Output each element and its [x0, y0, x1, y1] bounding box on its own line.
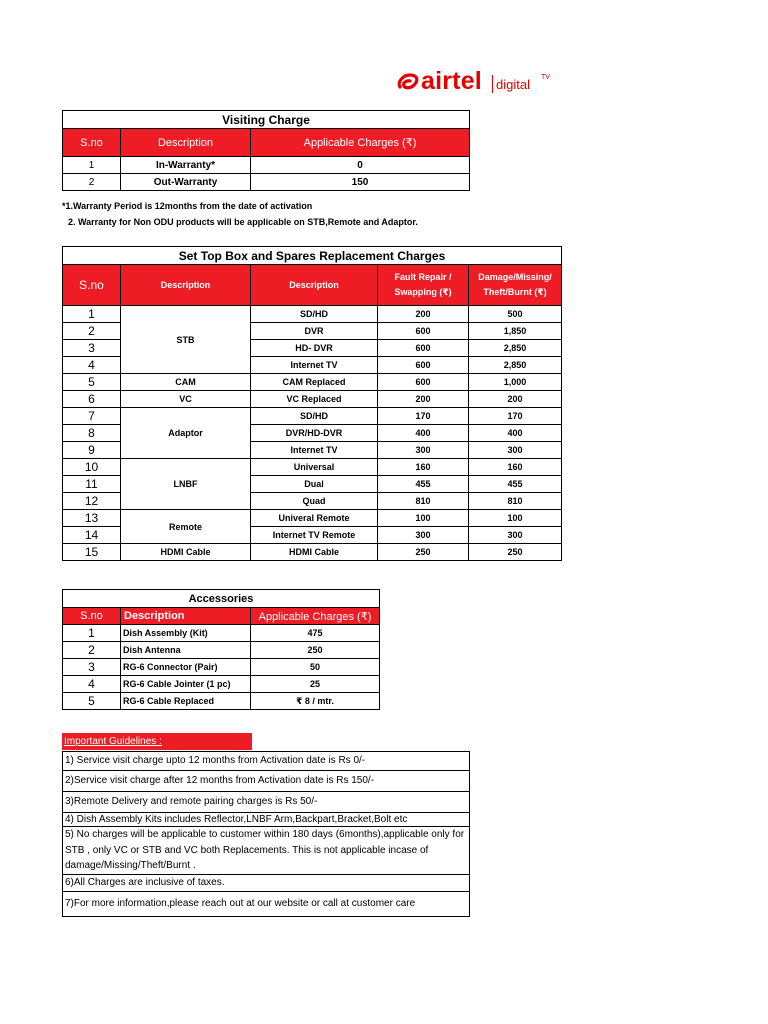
logo-divider [492, 75, 493, 93]
header-description: Description [121, 608, 251, 625]
header-description-2: Description [251, 265, 378, 306]
row-description: Out-Warranty [121, 174, 251, 191]
guideline-item: 5) No charges will be applicable to customer within 180 days (6months),applicable only for STB , only VC or STB and VC both Replacements. This is not applicable incase of damage/Missing/Theft/Burnt . [63, 827, 470, 875]
header-description: Description [121, 129, 251, 157]
row-description: RG-6 Connector (Pair) [121, 659, 251, 676]
row-item: VC Replaced [251, 391, 378, 408]
row-sno: 4 [63, 676, 121, 693]
row-fault-repair-charge: 600 [378, 357, 469, 374]
row-sno: 2 [63, 323, 121, 340]
table-row [63, 306, 562, 323]
row-description: RG-6 Cable Replaced [121, 693, 251, 710]
row-damage-charge: 1,000 [469, 374, 562, 391]
guidelines-heading: Important Guidelines : [62, 733, 252, 750]
row-sno: 3 [63, 659, 121, 676]
table-row [63, 676, 380, 693]
row-item: Internet TV Remote [251, 527, 378, 544]
table-row [63, 510, 562, 527]
row-damage-charge: 160 [469, 459, 562, 476]
warranty-note-2: 2. Warranty for Non ODU products will be applicable on STB,Remote and Adaptor. [68, 217, 418, 227]
stb-spares-table [62, 246, 562, 561]
guidelines-table [62, 751, 470, 917]
row-fault-repair-charge: 200 [378, 391, 469, 408]
row-damage-charge: 170 [469, 408, 562, 425]
row-sno: 5 [63, 693, 121, 710]
row-fault-repair-charge: 600 [378, 340, 469, 357]
row-fault-repair-charge: 100 [378, 510, 469, 527]
row-item: HDMI Cable [251, 544, 378, 561]
logo-brand: airtel [421, 67, 482, 95]
row-damage-charge: 455 [469, 476, 562, 493]
row-item: Quad [251, 493, 378, 510]
row-damage-charge: 300 [469, 527, 562, 544]
row-sno: 10 [63, 459, 121, 476]
header-sno: S.no [63, 129, 121, 157]
row-fault-repair-charge: 250 [378, 544, 469, 561]
table-title: Accessories [63, 590, 380, 608]
guideline-item: 1) Service visit charge upto 12 months from Activation date is Rs 0/- [63, 752, 470, 771]
row-category: VC [121, 391, 251, 408]
row-sno: 9 [63, 442, 121, 459]
stb-rows [63, 306, 562, 561]
row-sno: 2 [63, 642, 121, 659]
row-item: Internet TV [251, 442, 378, 459]
row-sno: 11 [63, 476, 121, 493]
row-description: In-Warranty* [121, 157, 251, 174]
row-sno: 7 [63, 408, 121, 425]
header-sno: S.no [63, 608, 121, 625]
row-fault-repair-charge: 200 [378, 306, 469, 323]
row-charge: 25 [251, 676, 380, 693]
table-title: Visiting Charge [63, 111, 470, 129]
row-description: Dish Antenna [121, 642, 251, 659]
guideline-item: 2)Service visit charge after 12 months from Activation date is Rs 150/- [63, 771, 470, 792]
table-row [63, 544, 562, 561]
row-fault-repair-charge: 600 [378, 323, 469, 340]
row-item: DVR [251, 323, 378, 340]
row-sno: 12 [63, 493, 121, 510]
table-row [63, 408, 562, 425]
logo-tv: TV [541, 74, 550, 81]
row-damage-charge: 250 [469, 544, 562, 561]
row-item: HD- DVR [251, 340, 378, 357]
accessory-rows [63, 625, 380, 710]
row-fault-repair-charge: 300 [378, 442, 469, 459]
row-sno: 6 [63, 391, 121, 408]
header-damage: Damage/Missing/ Theft/Burnt (₹) [469, 265, 562, 306]
row-damage-charge: 2,850 [469, 340, 562, 357]
guideline-item: 7)For more information,please reach out at our website or call at customer care [63, 891, 470, 916]
header-sno: S.no [63, 265, 121, 306]
row-charge: 0 [251, 157, 470, 174]
row-sno: 15 [63, 544, 121, 561]
row-item: DVR/HD-DVR [251, 425, 378, 442]
table-row [63, 459, 562, 476]
row-sno: 5 [63, 374, 121, 391]
table-row [63, 659, 380, 676]
row-sno: 3 [63, 340, 121, 357]
visiting-charge-table [62, 110, 470, 191]
row-charge: 150 [251, 174, 470, 191]
guideline-item: 6)All Charges are inclusive of taxes. [63, 874, 470, 891]
logo-suffix: digital [496, 77, 530, 92]
row-fault-repair-charge: 300 [378, 527, 469, 544]
row-damage-charge: 810 [469, 493, 562, 510]
header-description: Description [121, 265, 251, 306]
row-sno: 1 [63, 157, 121, 174]
table-row [63, 625, 380, 642]
table-row [63, 391, 562, 408]
row-damage-charge: 2,850 [469, 357, 562, 374]
row-fault-repair-charge: 170 [378, 408, 469, 425]
row-charge: 475 [251, 625, 380, 642]
guideline-item: 4) Dish Assembly Kits includes Reflector,LNBF Arm,Backpart,Bracket,Bolt etc [63, 813, 470, 827]
row-damage-charge: 100 [469, 510, 562, 527]
row-item: Internet TV [251, 357, 378, 374]
table-title: Set Top Box and Spares Replacement Charges [63, 247, 562, 265]
row-item: Dual [251, 476, 378, 493]
row-category: Remote [121, 510, 251, 544]
row-fault-repair-charge: 600 [378, 374, 469, 391]
row-charge: 250 [251, 642, 380, 659]
airtel-digital-tv-logo [397, 67, 567, 100]
row-fault-repair-charge: 400 [378, 425, 469, 442]
row-category: Adaptor [121, 408, 251, 459]
row-sno: 13 [63, 510, 121, 527]
row-item: SD/HD [251, 306, 378, 323]
accessories-table [62, 589, 380, 710]
row-item: Univeral Remote [251, 510, 378, 527]
row-sno: 4 [63, 357, 121, 374]
row-fault-repair-charge: 455 [378, 476, 469, 493]
row-item: CAM Replaced [251, 374, 378, 391]
row-damage-charge: 300 [469, 442, 562, 459]
row-sno: 2 [63, 174, 121, 191]
row-damage-charge: 1,850 [469, 323, 562, 340]
row-sno: 1 [63, 306, 121, 323]
table-row [63, 693, 380, 710]
row-category: STB [121, 306, 251, 374]
row-charge: ₹ 8 / mtr. [251, 693, 380, 710]
row-sno: 1 [63, 625, 121, 642]
row-charge: 50 [251, 659, 380, 676]
header-fault-repair: Fault Repair / Swapping (₹) [378, 265, 469, 306]
row-category: HDMI Cable [121, 544, 251, 561]
table-row [63, 374, 562, 391]
row-item: Universal [251, 459, 378, 476]
row-sno: 14 [63, 527, 121, 544]
table-row [63, 642, 380, 659]
row-damage-charge: 500 [469, 306, 562, 323]
airtel-swoosh-icon [397, 73, 419, 93]
row-description: RG-6 Cable Jointer (1 pc) [121, 676, 251, 693]
row-category: CAM [121, 374, 251, 391]
table-row [63, 157, 470, 174]
row-damage-charge: 400 [469, 425, 562, 442]
table-row [63, 174, 470, 191]
row-sno: 8 [63, 425, 121, 442]
header-charges: Applicable Charges (₹) [251, 129, 470, 157]
warranty-note-1: *1.Warranty Period is 12months from the date of activation [62, 201, 313, 211]
row-description: Dish Assembly (Kit) [121, 625, 251, 642]
row-damage-charge: 200 [469, 391, 562, 408]
header-charges: Applicable Charges (₹) [251, 608, 380, 625]
row-category: LNBF [121, 459, 251, 510]
warranty-notes [62, 198, 418, 230]
row-fault-repair-charge: 160 [378, 459, 469, 476]
row-item: SD/HD [251, 408, 378, 425]
guideline-item: 3)Remote Delivery and remote pairing charges is Rs 50/- [63, 792, 470, 813]
row-fault-repair-charge: 810 [378, 493, 469, 510]
